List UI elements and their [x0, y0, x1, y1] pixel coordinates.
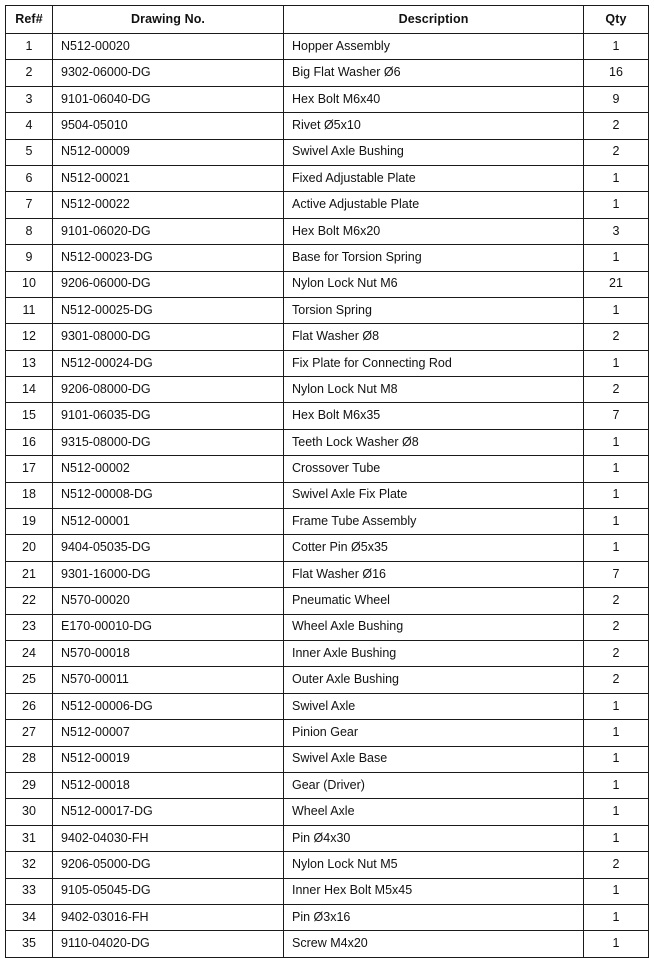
cell-desc: Swivel Axle Fix Plate [284, 482, 584, 508]
cell-ref: 33 [6, 878, 53, 904]
cell-draw: 9206-06000-DG [53, 271, 284, 297]
table-row [6, 271, 649, 297]
table-header [6, 6, 649, 34]
table-row [6, 139, 649, 165]
cell-desc: Inner Hex Bolt M5x45 [284, 878, 584, 904]
cell-ref: 11 [6, 297, 53, 323]
table-row [6, 640, 649, 666]
cell-draw: N570-00020 [53, 588, 284, 614]
cell-draw: 9315-08000-DG [53, 429, 284, 455]
column-header-drawing-no: Drawing No. [53, 6, 284, 34]
cell-qty: 2 [584, 588, 649, 614]
column-header-qty: Qty [584, 6, 649, 34]
cell-qty: 2 [584, 139, 649, 165]
cell-desc: Fix Plate for Connecting Rod [284, 350, 584, 376]
cell-qty: 1 [584, 904, 649, 930]
cell-ref: 18 [6, 482, 53, 508]
cell-ref: 32 [6, 852, 53, 878]
cell-qty: 1 [584, 825, 649, 851]
table-row [6, 825, 649, 851]
cell-qty: 1 [584, 456, 649, 482]
cell-desc: Pin Ø4x30 [284, 825, 584, 851]
cell-qty: 1 [584, 931, 649, 957]
cell-ref: 9 [6, 245, 53, 271]
table-row [6, 165, 649, 191]
cell-ref: 28 [6, 746, 53, 772]
cell-draw: N512-00007 [53, 720, 284, 746]
table-row [6, 324, 649, 350]
cell-qty: 1 [584, 350, 649, 376]
cell-ref: 30 [6, 799, 53, 825]
cell-qty: 1 [584, 34, 649, 60]
cell-ref: 21 [6, 561, 53, 587]
cell-desc: Inner Axle Bushing [284, 640, 584, 666]
cell-qty: 9 [584, 86, 649, 112]
cell-qty: 16 [584, 60, 649, 86]
table-row [6, 904, 649, 930]
cell-qty: 1 [584, 297, 649, 323]
cell-desc: Fixed Adjustable Plate [284, 165, 584, 191]
cell-qty: 1 [584, 535, 649, 561]
table-row [6, 746, 649, 772]
table-row [6, 482, 649, 508]
table-row [6, 297, 649, 323]
cell-ref: 27 [6, 720, 53, 746]
table-row [6, 720, 649, 746]
cell-desc: Wheel Axle [284, 799, 584, 825]
cell-ref: 15 [6, 403, 53, 429]
cell-qty: 2 [584, 614, 649, 640]
cell-draw: 9110-04020-DG [53, 931, 284, 957]
cell-draw: 9302-06000-DG [53, 60, 284, 86]
cell-draw: N512-00024-DG [53, 350, 284, 376]
cell-qty: 2 [584, 324, 649, 350]
cell-draw: N512-00022 [53, 192, 284, 218]
cell-qty: 1 [584, 482, 649, 508]
cell-draw: N512-00008-DG [53, 482, 284, 508]
cell-ref: 4 [6, 113, 53, 139]
table-row [6, 86, 649, 112]
table-row [6, 350, 649, 376]
table-row [6, 561, 649, 587]
cell-draw: N512-00020 [53, 34, 284, 60]
cell-draw: 9504-05010 [53, 113, 284, 139]
cell-desc: Nylon Lock Nut M5 [284, 852, 584, 878]
cell-qty: 1 [584, 799, 649, 825]
cell-desc: Big Flat Washer Ø6 [284, 60, 584, 86]
cell-ref: 1 [6, 34, 53, 60]
cell-qty: 1 [584, 165, 649, 191]
cell-ref: 16 [6, 429, 53, 455]
table-row [6, 113, 649, 139]
cell-qty: 1 [584, 746, 649, 772]
cell-qty: 1 [584, 693, 649, 719]
cell-desc: Hex Bolt M6x40 [284, 86, 584, 112]
cell-draw: N512-00009 [53, 139, 284, 165]
table-row [6, 852, 649, 878]
table-row [6, 377, 649, 403]
cell-draw: 9206-08000-DG [53, 377, 284, 403]
table-row [6, 34, 649, 60]
cell-qty: 21 [584, 271, 649, 297]
cell-desc: Nylon Lock Nut M8 [284, 377, 584, 403]
cell-draw: 9105-05045-DG [53, 878, 284, 904]
column-header-ref: Ref# [6, 6, 53, 34]
cell-draw: N512-00021 [53, 165, 284, 191]
table-row [6, 429, 649, 455]
cell-draw: 9101-06035-DG [53, 403, 284, 429]
table-row [6, 799, 649, 825]
cell-desc: Swivel Axle Bushing [284, 139, 584, 165]
cell-qty: 2 [584, 852, 649, 878]
table-row [6, 878, 649, 904]
cell-qty: 2 [584, 377, 649, 403]
cell-ref: 17 [6, 456, 53, 482]
cell-desc: Pinion Gear [284, 720, 584, 746]
cell-draw: 9404-05035-DG [53, 535, 284, 561]
cell-qty: 1 [584, 245, 649, 271]
cell-ref: 5 [6, 139, 53, 165]
cell-desc: Frame Tube Assembly [284, 509, 584, 535]
cell-ref: 20 [6, 535, 53, 561]
cell-desc: Outer Axle Bushing [284, 667, 584, 693]
cell-desc: Cotter Pin Ø5x35 [284, 535, 584, 561]
cell-qty: 1 [584, 772, 649, 798]
cell-ref: 31 [6, 825, 53, 851]
cell-draw: 9402-03016-FH [53, 904, 284, 930]
cell-qty: 1 [584, 509, 649, 535]
cell-draw: 9301-16000-DG [53, 561, 284, 587]
cell-draw: N512-00025-DG [53, 297, 284, 323]
column-header-description: Description [284, 6, 584, 34]
table-header-row [6, 6, 649, 34]
cell-desc: Pneumatic Wheel [284, 588, 584, 614]
cell-draw: E170-00010-DG [53, 614, 284, 640]
cell-desc: Screw M4x20 [284, 931, 584, 957]
cell-ref: 26 [6, 693, 53, 719]
cell-desc: Flat Washer Ø8 [284, 324, 584, 350]
cell-desc: Flat Washer Ø16 [284, 561, 584, 587]
table-row [6, 509, 649, 535]
cell-qty: 1 [584, 429, 649, 455]
cell-ref: 34 [6, 904, 53, 930]
cell-draw: N512-00018 [53, 772, 284, 798]
cell-desc: Hopper Assembly [284, 34, 584, 60]
cell-desc: Nylon Lock Nut M6 [284, 271, 584, 297]
table-row [6, 60, 649, 86]
cell-qty: 7 [584, 561, 649, 587]
table-row [6, 693, 649, 719]
cell-qty: 7 [584, 403, 649, 429]
cell-ref: 19 [6, 509, 53, 535]
cell-ref: 29 [6, 772, 53, 798]
cell-ref: 2 [6, 60, 53, 86]
cell-ref: 3 [6, 86, 53, 112]
cell-qty: 2 [584, 640, 649, 666]
cell-ref: 23 [6, 614, 53, 640]
cell-ref: 14 [6, 377, 53, 403]
cell-draw: N512-00023-DG [53, 245, 284, 271]
cell-draw: N512-00019 [53, 746, 284, 772]
cell-draw: 9301-08000-DG [53, 324, 284, 350]
cell-draw: N570-00011 [53, 667, 284, 693]
cell-draw: N512-00001 [53, 509, 284, 535]
table-row [6, 667, 649, 693]
cell-ref: 35 [6, 931, 53, 957]
cell-desc: Crossover Tube [284, 456, 584, 482]
cell-desc: Swivel Axle [284, 693, 584, 719]
cell-qty: 1 [584, 192, 649, 218]
cell-draw: 9402-04030-FH [53, 825, 284, 851]
cell-draw: 9101-06020-DG [53, 218, 284, 244]
cell-desc: Hex Bolt M6x35 [284, 403, 584, 429]
cell-qty: 2 [584, 113, 649, 139]
cell-ref: 10 [6, 271, 53, 297]
table-row [6, 535, 649, 561]
table-row [6, 931, 649, 957]
table-row [6, 614, 649, 640]
cell-desc: Pin Ø3x16 [284, 904, 584, 930]
cell-desc: Teeth Lock Washer Ø8 [284, 429, 584, 455]
table-body [6, 34, 649, 958]
cell-desc: Gear (Driver) [284, 772, 584, 798]
cell-desc: Swivel Axle Base [284, 746, 584, 772]
cell-qty: 2 [584, 667, 649, 693]
table-row [6, 403, 649, 429]
table-row [6, 218, 649, 244]
cell-ref: 24 [6, 640, 53, 666]
cell-qty: 3 [584, 218, 649, 244]
cell-desc: Torsion Spring [284, 297, 584, 323]
table-row [6, 772, 649, 798]
cell-draw: N512-00006-DG [53, 693, 284, 719]
cell-qty: 1 [584, 720, 649, 746]
cell-draw: N512-00017-DG [53, 799, 284, 825]
table-row [6, 245, 649, 271]
cell-desc: Rivet Ø5x10 [284, 113, 584, 139]
cell-desc: Hex Bolt M6x20 [284, 218, 584, 244]
cell-desc: Active Adjustable Plate [284, 192, 584, 218]
cell-ref: 13 [6, 350, 53, 376]
cell-draw: N570-00018 [53, 640, 284, 666]
cell-desc: Wheel Axle Bushing [284, 614, 584, 640]
cell-draw: 9101-06040-DG [53, 86, 284, 112]
cell-qty: 1 [584, 878, 649, 904]
cell-ref: 6 [6, 165, 53, 191]
cell-ref: 7 [6, 192, 53, 218]
cell-ref: 22 [6, 588, 53, 614]
cell-ref: 12 [6, 324, 53, 350]
table-row [6, 192, 649, 218]
cell-ref: 8 [6, 218, 53, 244]
cell-ref: 25 [6, 667, 53, 693]
cell-draw: 9206-05000-DG [53, 852, 284, 878]
table-row [6, 456, 649, 482]
parts-table [5, 5, 649, 958]
cell-desc: Base for Torsion Spring [284, 245, 584, 271]
table-row [6, 588, 649, 614]
cell-draw: N512-00002 [53, 456, 284, 482]
